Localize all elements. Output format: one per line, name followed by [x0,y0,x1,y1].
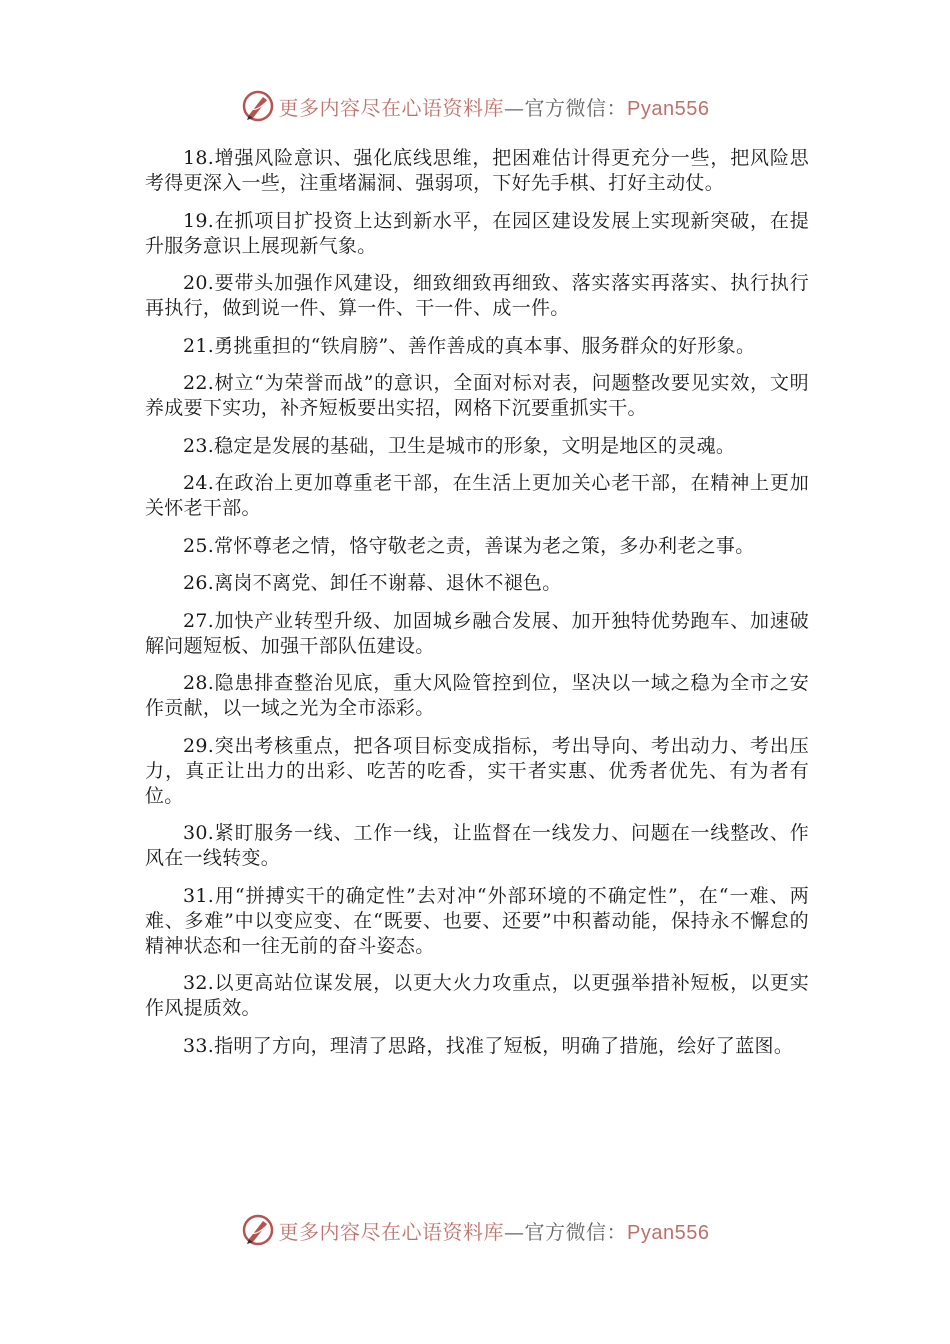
paragraph-21: 21.勇挑重担的“铁肩膀”、善作善成的真本事、服务群众的好形象。 [183,334,756,357]
footer-banner [0,1210,950,1250]
header-dash: — [504,95,525,120]
footer-brand: 更多内容尽在心语资料库 [278,1219,505,1244]
footer-dash: — [504,1219,525,1244]
header-banner [0,86,950,126]
paragraph-20: 20.要带头加强作风建设，细致细致再细致、落实落实再落实、执行执行再执行，做到说一件、算一件、干一件、成一件。 [145,272,809,319]
pen-circle-logo-icon [241,89,275,123]
paragraph-25: 25.常怀尊老之情，恪守敬老之责，善谋为老之策，多办利老之事。 [183,534,755,557]
paragraph-19: 19.在抓项目扩投资上达到新水平，在园区建设发展上实现新突破，在提升服务意识上展现新气象。 [145,209,809,257]
paragraph-33: 33.指明了方向，理清了思路，找准了短板，明确了措施，绘好了蓝图。 [183,1034,794,1057]
paragraph-29: 29.突出考核重点，把各项目标变成指标，考出导向、考出动力、考出压力，真正让出力的出彩、吃苦的吃香，实干者实惠、优秀者优先、有为者有位。 [145,734,809,807]
header-wechat-id: Pyan556 [627,97,710,120]
document-body [145,146,809,1071]
paragraph-22: 22.树立“为荣誉而战”的意识，全面对标对表，问题整改要见实效，文明养成要下实功，补齐短板要出实招，网格下沉要重抓实干。 [145,372,809,419]
paragraph-31: 31.用“拼搏实干的确定性”去对冲“外部环境的不确定性”，在“一难、两难、多难”中以变应变、在“既要、也要、还要”中积蓄动能，保持永不懈怠的精神状态和一往无前的奋斗姿态。 [145,884,809,957]
header-wechat-label: 官方微信： [524,95,628,120]
footer-wechat-label: 官方微信： [524,1219,628,1244]
paragraph-27: 27.加快产业转型升级、加固城乡融合发展、加开独特优势跑车、加速破解问题短板、加强干部队伍建设。 [145,609,809,657]
paragraph-30: 30.紧盯服务一线、工作一线，让监督在一线发力、问题在一线整改、作风在一线转变。 [145,822,809,869]
paragraph-18: 18.增强风险意识、强化底线思维，把困难估计得更充分一些，把风险思考得更深入一些，注重堵漏洞、强弱项，下好先手棋、打好主动仗。 [145,147,809,194]
footer-banner-text [279,1216,710,1245]
paragraph-24: 24.在政治上更加尊重老干部，在生活上更加关心老干部，在精神上更加关怀老干部。 [145,472,809,519]
paragraph-32: 32.以更高站位谋发展，以更大火力攻重点，以更强举措补短板，以更实作风提质效。 [145,972,809,1019]
paragraph-26: 26.离岗不离党、卸任不谢幕、退休不褪色。 [183,572,562,594]
paragraph-23: 23.稳定是发展的基础，卫生是城市的形象，文明是地区的灵魂。 [183,434,736,457]
header-banner-text [279,92,710,121]
header-brand: 更多内容尽在心语资料库 [278,95,505,120]
paragraph-28: 28.隐患排查整治见底，重大风险管控到位，坚决以一域之稳为全市之安作贡献，以一域之光为全市添彩。 [145,672,809,719]
footer-wechat-id: Pyan556 [627,1221,710,1244]
pen-circle-logo-icon [241,1213,275,1247]
